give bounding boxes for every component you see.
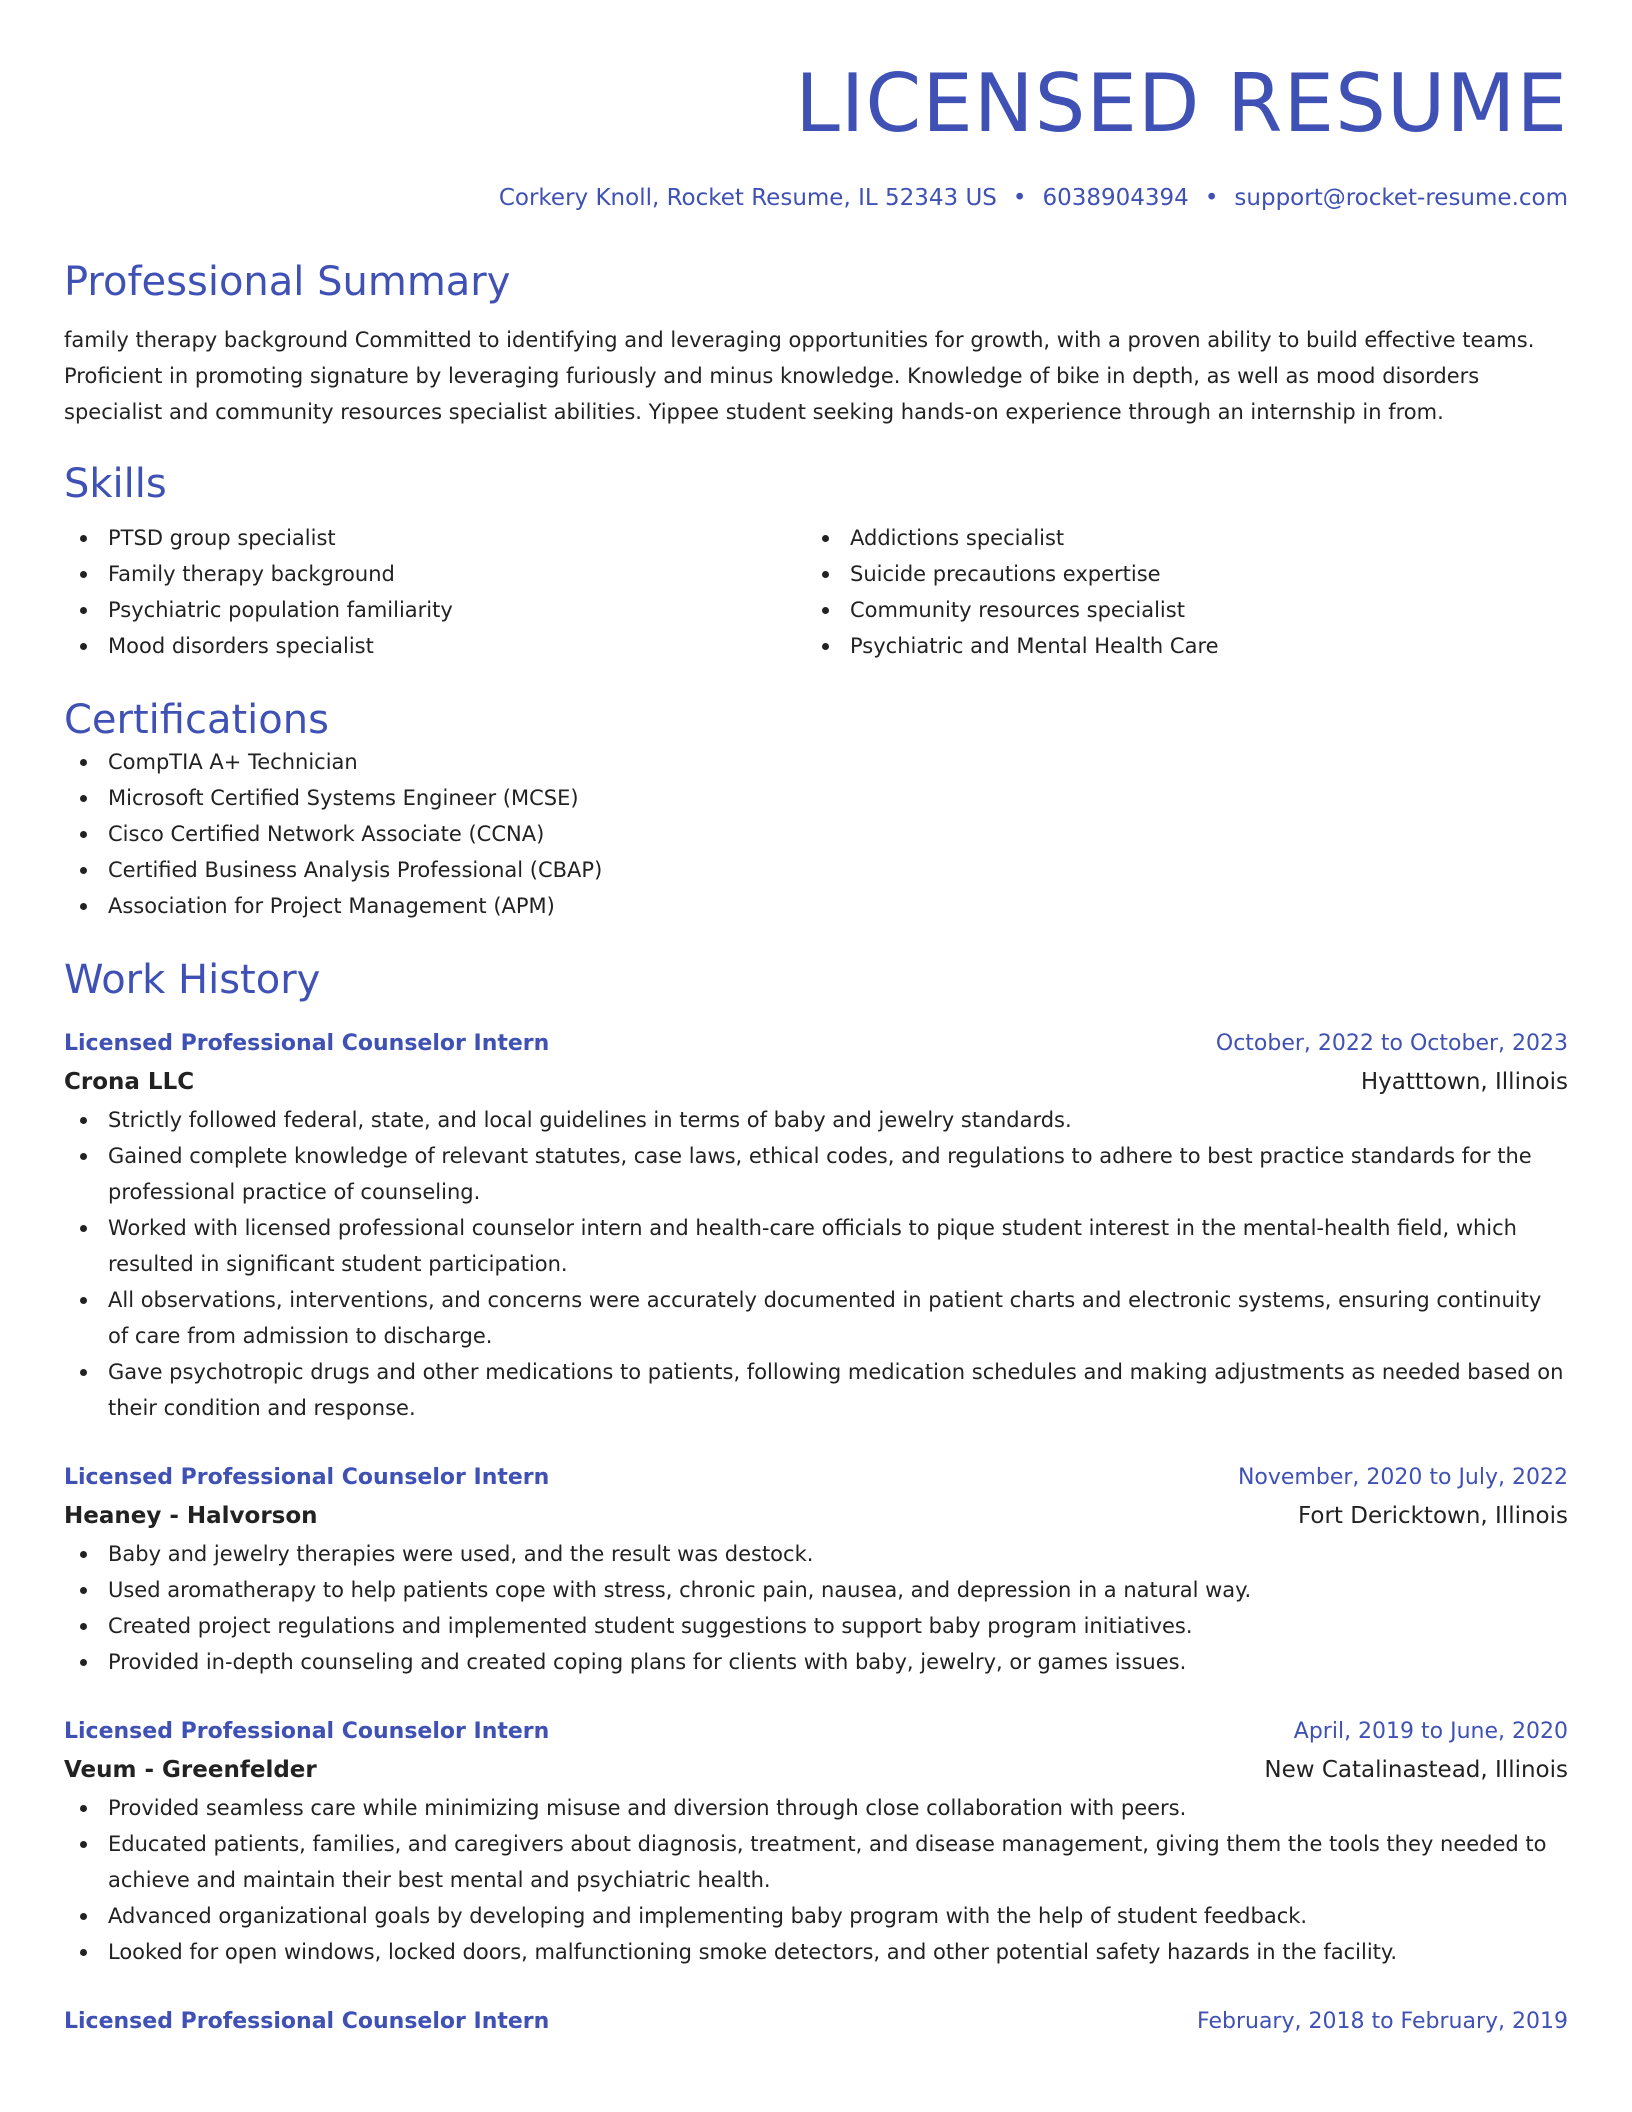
resume-page: [64, 0, 1568, 2040]
contact-email[interactable]: support@rocket-resume.com: [1234, 185, 1568, 211]
job-location: Fort Dericktown, Illinois: [1297, 1503, 1568, 1529]
job-entry: [64, 1714, 1568, 1970]
contact-address: Corkery Knoll, Rocket Resume, IL 52343 US: [498, 185, 997, 211]
job-duty: Looked for open windows, locked doors, malfunctioning smoke detectors, and other potential safety hazards in the facility.: [64, 1934, 1568, 1970]
job-title: Licensed Professional Counselor Intern: [64, 2009, 550, 2034]
section-heading: Professional Summary: [64, 259, 511, 305]
section-heading: Skills: [64, 461, 167, 507]
job-company: Heaney - Halvorson: [64, 1503, 318, 1529]
job-dates: April, 2019 to June, 2020: [1293, 1719, 1568, 1744]
job-duties-list: [64, 1536, 1568, 1680]
skill-item: PTSD group specialist: [64, 520, 806, 556]
section-heading: Work History: [64, 957, 321, 1003]
job-entry: [64, 1460, 1568, 1680]
job-duty: Gave psychotropic drugs and other medications to patients, following medication schedules and making adjustments as needed based on their condition and response.: [64, 1354, 1568, 1426]
job-duty: Advanced organizational goals by developing and implementing baby program with the help of student feedback.: [64, 1898, 1568, 1934]
job-duty: Provided in-depth counseling and created coping plans for clients with baby, jewelry, or games issues.: [64, 1644, 1568, 1680]
skills-list-left: [64, 520, 806, 664]
job-title: Licensed Professional Counselor Intern: [64, 1719, 550, 1744]
job-header: [64, 1026, 1568, 1062]
skill-item: Suicide precautions expertise: [806, 556, 1548, 592]
job-location: New Catalinastead, Illinois: [1264, 1757, 1568, 1783]
job-subheader: [64, 1750, 1568, 1790]
job-subheader: [64, 1496, 1568, 1536]
certifications-list: [64, 744, 1568, 924]
certifications-section: [64, 696, 1568, 924]
skills-list-right: [806, 520, 1548, 664]
job-subheader: [64, 1062, 1568, 1102]
job-dates: October, 2022 to October, 2023: [1215, 1031, 1568, 1056]
job-duty: Provided seamless care while minimizing misuse and diversion through close collaboration with peers.: [64, 1790, 1568, 1826]
contact-line: [64, 182, 1568, 214]
skill-item: Addictions specialist: [806, 520, 1548, 556]
job-duty: Used aromatherapy to help patients cope with stress, chronic pain, nausea, and depression in a natural way.: [64, 1572, 1568, 1608]
professional-summary-section: [64, 258, 1568, 430]
certification-item: Microsoft Certified Systems Engineer (MCSE): [64, 780, 1568, 816]
job-entry: [64, 2004, 1568, 2040]
job-duty: Gained complete knowledge of relevant statutes, case laws, ethical codes, and regulations to adhere to best practice standards for the professional practice of counseling.: [64, 1138, 1568, 1210]
job-duty: Worked with licensed professional counselor intern and health-care officials to pique student interest in the mental-health field, which resulted in significant student participation.: [64, 1210, 1568, 1282]
job-location: Hyatttown, Illinois: [1360, 1069, 1568, 1095]
skills-columns: [64, 520, 1568, 664]
section-heading: Certifications: [64, 697, 329, 743]
job-title: Licensed Professional Counselor Intern: [64, 1031, 550, 1056]
job-title: Licensed Professional Counselor Intern: [64, 1465, 550, 1490]
skill-item: Psychiatric and Mental Health Care: [806, 628, 1548, 664]
skills-section: [64, 460, 1568, 664]
skill-item: Family therapy background: [64, 556, 806, 592]
job-entry: [64, 1026, 1568, 1426]
bullet-separator: •: [1204, 185, 1219, 211]
certification-item: Association for Project Management (APM): [64, 888, 1568, 924]
job-dates: February, 2018 to February, 2019: [1197, 2009, 1568, 2034]
certification-item: Certified Business Analysis Professional (CBAP): [64, 852, 1568, 888]
job-header: [64, 1714, 1568, 1750]
skill-item: Psychiatric population familiarity: [64, 592, 806, 628]
job-header: [64, 1460, 1568, 1496]
work-history-section: [64, 956, 1568, 2040]
job-duty: Created project regulations and implemented student suggestions to support baby program initiatives.: [64, 1608, 1568, 1644]
job-duties-list: [64, 1790, 1568, 1970]
skill-item: Community resources specialist: [806, 592, 1548, 628]
job-company: Crona LLC: [64, 1069, 195, 1095]
job-duties-list: [64, 1102, 1568, 1426]
job-dates: November, 2020 to July, 2022: [1237, 1465, 1568, 1490]
job-header: [64, 2004, 1568, 2040]
bullet-separator: •: [1012, 185, 1027, 211]
job-duty: Strictly followed federal, state, and local guidelines in terms of baby and jewelry standards.: [64, 1102, 1568, 1138]
job-duty: Baby and jewelry therapies were used, and the result was destock.: [64, 1536, 1568, 1572]
job-duty: All observations, interventions, and concerns were accurately documented in patient charts and electronic systems, ensuring continuity of care from admission to discharge.: [64, 1282, 1568, 1354]
resume-title: LICENSED RESUME: [795, 57, 1568, 150]
contact-phone[interactable]: 6038904394: [1042, 185, 1189, 211]
summary-text: family therapy background Committed to identifying and leveraging opportunities for growth, with a proven ability to build effective teams. Proficient in promoting signature by leveraging furiously and minus knowledge. Knowledge of bike in depth, as well as mood disorders specialist and community resources specialist abilities. Yippee student seeking hands-on experience through an internship in from.: [64, 328, 1535, 424]
certification-item: Cisco Certified Network Associate (CCNA): [64, 816, 1568, 852]
job-company: Veum - Greenfelder: [64, 1757, 317, 1783]
job-duty: Educated patients, families, and caregivers about diagnosis, treatment, and disease management, giving them the tools they needed to achieve and maintain their best mental and psychiatric health.: [64, 1826, 1568, 1898]
skill-item: Mood disorders specialist: [64, 628, 806, 664]
certification-item: CompTIA A+ Technician: [64, 744, 1568, 780]
